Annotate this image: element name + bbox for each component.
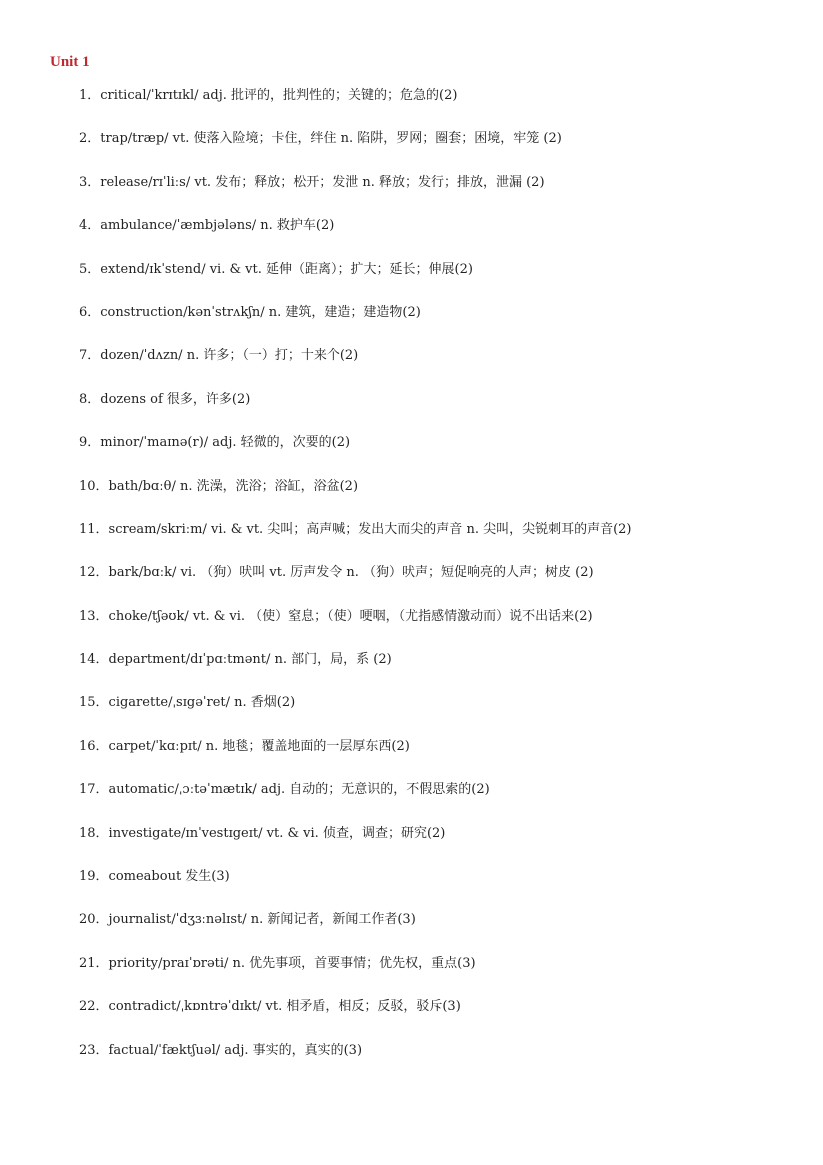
entry-text: cigarette/ˌsɪgəˈret/ n. 香烟(2) — [108, 695, 296, 711]
entry-text: automatic/ˌɔːtəˈmætɪk/ adj. 自动的；无意识的，不假思索的(2) — [108, 782, 490, 798]
entry-number: 17． — [79, 782, 109, 798]
entry-number: 15． — [79, 695, 109, 711]
entry-text: priority/praɪˈɒrəti/ n. 优先事项，首要事情；优先权，重点(3) — [108, 955, 476, 971]
vocabulary-entry — [79, 477, 809, 520]
vocabulary-entry — [79, 520, 809, 563]
entry-number: 23． — [79, 1042, 109, 1058]
entry-text: contradict/ˌkɒntrəˈdɪkt/ vt. 相矛盾，相反；反驳，驳斥(3) — [108, 999, 461, 1015]
vocabulary-entry — [79, 780, 809, 823]
unit-title: Unit 1 — [50, 54, 90, 70]
vocabulary-entry — [79, 737, 809, 780]
entry-number: 3． — [79, 174, 101, 190]
vocabulary-entry — [79, 303, 809, 346]
entry-text: trap/træp/ vt. 使落入险境；卡住，绊住 n. 陷阱，罗网；圈套；困境，牢笼 (2) — [100, 131, 562, 147]
entry-text: minor/ˈmaɪnə(r)/ adj. 轻微的，次要的(2) — [100, 435, 351, 451]
vocabulary-entry — [79, 433, 809, 476]
entry-number: 21． — [79, 955, 109, 971]
entry-text: dozen/ˈdʌzn/ n. 许多；（一）打；十来个(2) — [100, 348, 359, 364]
vocabulary-entry — [79, 563, 809, 606]
entry-number: 7． — [79, 348, 101, 364]
entry-text: extend/ɪkˈstend/ vi. & vt. 延伸（距离）；扩大；延长；伸展(2) — [100, 261, 473, 277]
entry-number: 1． — [79, 88, 101, 103]
entry-text: investigate/ɪnˈvestɪgeɪt/ vt. & vi. 侦查，调查；研究(2) — [108, 825, 446, 841]
entry-number: 6． — [79, 304, 101, 320]
entry-number: 4． — [79, 218, 101, 234]
entry-number: 22． — [79, 999, 109, 1015]
entry-number: 13． — [79, 608, 109, 624]
entry-text: factual/ˈfæktʃuəl/ adj. 事实的，真实的(3) — [108, 1042, 363, 1058]
entry-number: 8． — [79, 391, 101, 407]
vocabulary-entry — [79, 390, 809, 433]
vocabulary-entry — [79, 260, 809, 303]
vocabulary-entry — [79, 346, 809, 389]
vocabulary-entry — [79, 607, 809, 650]
entry-number: 20． — [79, 912, 109, 928]
entry-text: bark/bɑːk/ vi. （狗）吠叫 vt. 厉声发令 n. （狗）吠声；短促响亮的人声；树皮 (2) — [108, 565, 594, 581]
vocabulary-list — [79, 86, 809, 1084]
entry-text: choke/tʃəʊk/ vt. & vi. （使）窒息；（使）哽咽，（尤指感情激动而）说不出话来(2) — [108, 608, 593, 624]
vocabulary-entry — [79, 997, 809, 1040]
vocabulary-entry — [79, 910, 809, 953]
vocabulary-entry — [79, 86, 809, 129]
entry-text: comeabout 发生(3) — [108, 869, 230, 885]
entry-number: 14． — [79, 652, 109, 668]
vocabulary-entry — [79, 1041, 809, 1084]
vocabulary-entry — [79, 216, 809, 259]
vocabulary-entry — [79, 650, 809, 693]
entry-text: scream/skriːm/ vi. & vt. 尖叫；高声喊；发出大而尖的声音 n. 尖叫，尖锐刺耳的声音(2) — [108, 521, 632, 537]
entry-text: construction/kənˈstrʌkʃn/ n. 建筑，建造；建造物(2) — [100, 304, 421, 320]
vocabulary-entry — [79, 693, 809, 736]
vocabulary-entry — [79, 129, 809, 172]
entry-number: 10． — [79, 478, 109, 494]
entry-number: 12． — [79, 565, 109, 581]
entry-text: bath/bɑːθ/ n. 洗澡，洗浴；浴缸，浴盆(2) — [108, 478, 359, 494]
vocabulary-entry — [79, 954, 809, 997]
entry-number: 11． — [79, 521, 109, 537]
entry-number: 9． — [79, 435, 101, 451]
entry-text: release/rɪˈliːs/ vt. 发布；释放；松开；发泄 n. 释放；发行；排放，泄漏 (2) — [100, 174, 545, 190]
entry-number: 19． — [79, 869, 109, 885]
entry-number: 16． — [79, 738, 109, 754]
vocabulary-entry — [79, 173, 809, 216]
entry-text: carpet/ˈkɑːpɪt/ n. 地毯；覆盖地面的一层厚东西(2) — [108, 738, 410, 754]
entry-text: ambulance/ˈæmbjələns/ n. 救护车(2) — [100, 218, 335, 234]
entry-text: critical/ˈkrɪtɪkl/ adj. 批评的，批判性的；关键的；危急的(2) — [100, 88, 458, 103]
entry-number: 2． — [79, 131, 101, 147]
entry-number: 5． — [79, 261, 101, 277]
entry-text: department/dɪˈpɑːtmənt/ n. 部门，局，系 (2) — [108, 652, 392, 668]
vocabulary-entry — [79, 867, 809, 910]
entry-text: journalist/ˈdʒɜːnəlɪst/ n. 新闻记者，新闻工作者(3) — [108, 912, 416, 928]
entry-number: 18． — [79, 825, 109, 841]
vocabulary-entry — [79, 824, 809, 867]
entry-text: dozens of 很多，许多(2) — [100, 391, 251, 407]
